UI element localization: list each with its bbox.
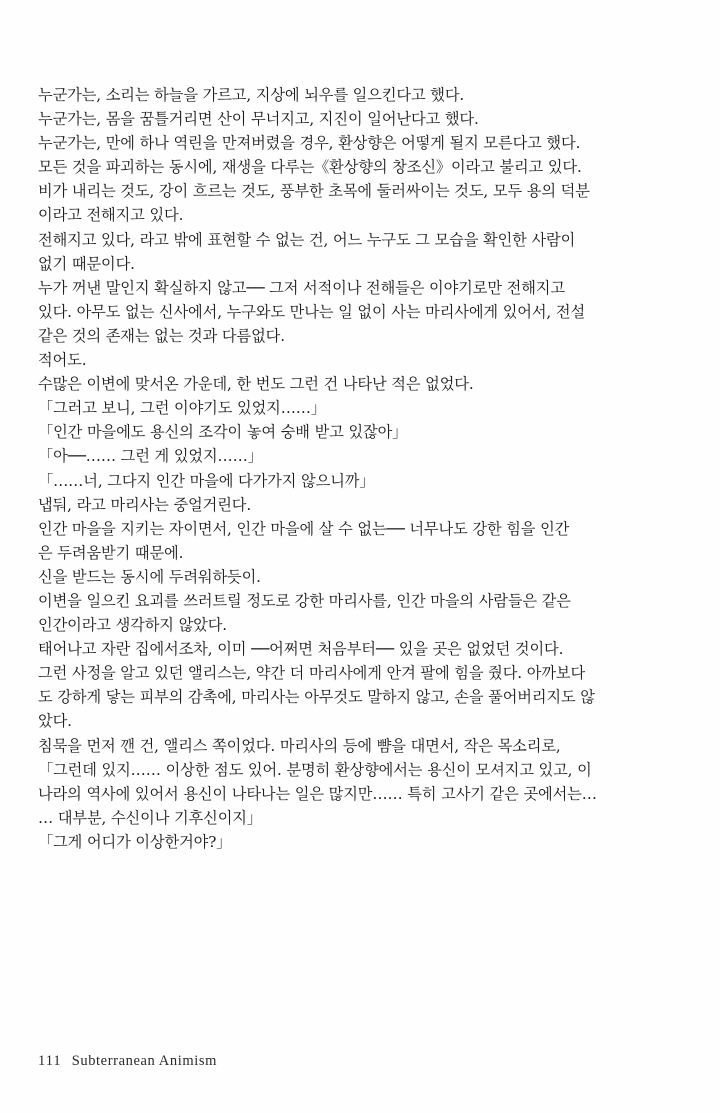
text-line: 「아──…… 그런 게 있었지……」 (38, 447, 263, 466)
text-line: 나라의 역사에 있어서 용신이 나타나는 일은 많지만…… 특히 고사기 같은 곳에서는… (38, 784, 597, 803)
text-line: 신을 받드는 동시에 두려워하듯이. (38, 567, 261, 586)
text-line: 전해지고 있다, 라고 밖에 표현할 수 없는 건, 어느 누구도 그 모습을 확인한 사람이 (38, 230, 576, 249)
text-line: 있다. 아무도 없는 신사에서, 누구와도 만나는 일 없이 사는 마리사에게 있어서, 전설 (38, 302, 586, 321)
text-line: 도 강하게 닿는 피부의 감촉에, 마리사는 아무것도 말하지 않고, 손을 풀어버리지도 않 (38, 688, 595, 707)
text-line: 같은 것의 존재는 없는 것과 다름없다. (38, 326, 285, 345)
text-line: 냅둬, 라고 마리사는 중얼거린다. (38, 495, 252, 514)
text-line: … 대부분, 수신이나 기후신이지」 (38, 808, 262, 827)
text-line: 았다. (38, 712, 72, 731)
text-line: 「인간 마을에도 용신의 조각이 놓여 숭배 받고 있잖아」 (38, 423, 408, 442)
text-line: 비가 내리는 것도, 강이 흐르는 것도, 풍부한 초목에 둘러싸이는 것도, 모두 용의 덕분 (38, 182, 590, 201)
text-line: 인간이라고 생각하지 않았다. (38, 616, 228, 635)
page-number: 111 (38, 1053, 62, 1069)
book-title: Subterranean Animism (71, 1053, 217, 1069)
text-line: 침묵을 먼저 깬 건, 앨리스 쪽이었다. 마리사의 등에 뺨을 대면서, 작은 목소리로, (38, 736, 561, 755)
text-line: 누군가는, 소리는 하늘을 가르고, 지상에 뇌우를 일으킨다고 했다. (38, 86, 465, 104)
text-line: 수많은 이변에 맞서온 가운데, 한 번도 그런 건 나타난 적은 없었다. (38, 375, 474, 394)
text-line: 이변을 일으킨 요괴를 쓰러트릴 정도로 강한 마리사를, 인간 마을의 사람들은 같은 (38, 591, 571, 610)
text-line: 「그게 어디가 이상한거야?」 (38, 832, 232, 851)
text-line: 「그런데 있지…… 이상한 점도 있어. 분명히 환상향에서는 용신이 모셔지고 있고, 이 (38, 760, 592, 779)
text-line: 「……너, 그다지 인간 마을에 다가가지 않으니까」 (38, 471, 375, 490)
text-line: 그런 사정을 알고 있던 앨리스는, 약간 더 마리사에게 안겨 팔에 힘을 줬다. 아까보다 (38, 664, 586, 683)
page-footer (38, 1053, 217, 1070)
text-line: 인간 마을을 지키는 자이면서, 인간 마을에 살 수 없는── 너무나도 강한 힘을 인간 (38, 519, 570, 538)
text-line: 모든 것을 파괴하는 동시에, 재생을 다루는《환상향의 창조신》이라고 불리고 있다. (38, 158, 582, 177)
text-line: 누군가는, 만에 하나 역린을 만져버렸을 경우, 환상향은 어떻게 될지 모른다고 했다. (38, 134, 581, 153)
text-line: 「그러고 보니, 그런 이야기도 있었지……」 (38, 399, 326, 418)
text-line: 적어도. (38, 351, 87, 370)
text-line: 누군가는, 몸을 꿈틀거리면 산이 무너지고, 지진이 일어난다고 했다. (38, 110, 479, 129)
text-line: 누가 꺼낸 말인지 확실하지 않고── 그저 서적이나 전해들은 이야기로만 전해지고 (38, 278, 565, 297)
text-line: 태어나고 자란 집에서조차, 이미 ──어쩌면 처음부터── 있을 곳은 없었던 것이다. (38, 640, 564, 659)
text-line: 이라고 전해지고 있다. (38, 206, 184, 225)
text-line: 은 두려움받기 때문에. (38, 543, 184, 562)
body-text (38, 83, 686, 854)
text-line: 없기 때문이다. (38, 254, 135, 273)
